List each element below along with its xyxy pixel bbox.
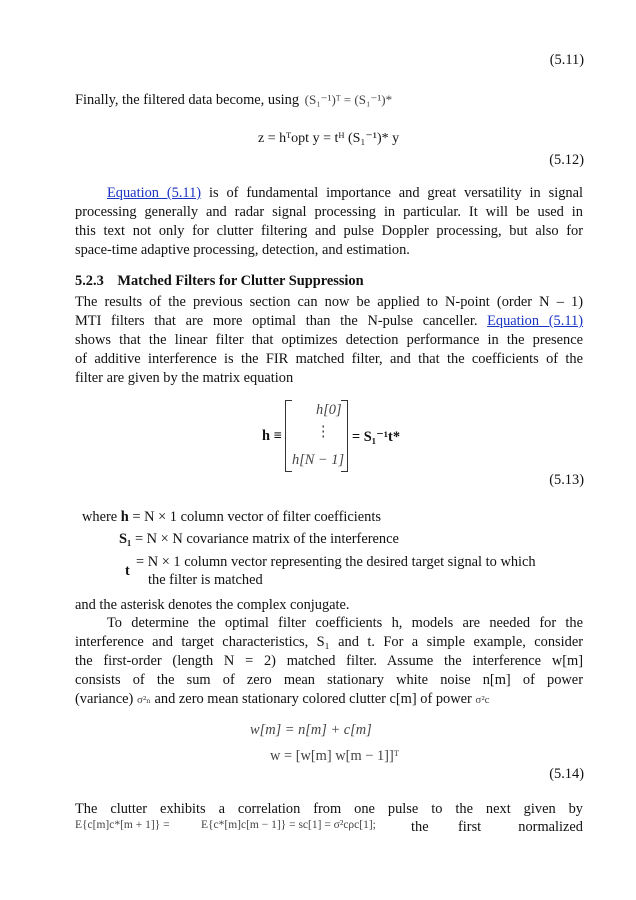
para1-line1-text: is of fundamental importance and great versatility in signal	[208, 185, 583, 201]
para1-line3: this text not only for clutter filtering and pulse Doppler processing, but also for	[75, 223, 583, 239]
section-heading	[75, 273, 364, 290]
section-title: Matched Filters for Clutter Suppression	[117, 273, 364, 289]
eq513-lhs: h ≡	[262, 428, 282, 444]
para2-line3: shows that the linear filter that optimizes detection performance in the presence	[75, 332, 583, 348]
where-def-t-1: = N × 1 column vector representing the desired target signal to which	[136, 554, 536, 570]
where-symbol-t: t	[125, 563, 130, 579]
equation-number-5-13: (5.13)	[549, 472, 584, 488]
para3-line6-b: and zero mean stationary colored clutter c[m] of power	[154, 691, 472, 707]
para4-word-first: first	[458, 819, 482, 835]
clutter-power-symbol: σ²c	[475, 694, 490, 706]
matrix-left-bracket	[285, 400, 292, 472]
eq514-line2: w = [w[m] w[m − 1]]ᵀ	[270, 748, 399, 764]
intro-line	[75, 92, 392, 109]
where-symbol-h: h	[120, 509, 129, 525]
correlation-eq-b: E{c*[m]c[m − 1]} = sс[1] = σ²cρc[1];	[201, 819, 376, 831]
eq513-rhs: = S₁⁻¹t*	[352, 429, 401, 445]
where-def-h: = N × 1 column vector of filter coefficients	[132, 509, 381, 525]
where-def-t-2: the filter is matched	[148, 572, 263, 588]
matrix-entry-top: h[0]	[316, 402, 342, 418]
para2-line1: The results of the previous section can now be applied to N-point (order N – 1)	[75, 294, 583, 310]
para2-line5: filter are given by the matrix equation	[75, 370, 294, 386]
para3-line4: the first-order (length N = 2) matched filter. Assume the interference w[m]	[75, 653, 583, 669]
para1-line4: space-time adaptive processing, detection, and estimation.	[75, 242, 410, 258]
para4-word-normalized: normalized	[518, 819, 583, 835]
matrix-right-bracket	[341, 400, 348, 472]
para3-line5: consists of the sum of zero mean stationary white noise n[m] of power	[75, 672, 583, 688]
equation-number-5-14: (5.14)	[549, 766, 584, 782]
noise-power-symbol: σ²ₙ	[136, 694, 151, 706]
eq514-line1: w[m] = n[m] + c[m]	[250, 722, 372, 738]
para2-line2	[75, 312, 583, 330]
section-number: 5.2.3	[75, 273, 104, 289]
para3-line6-a: (variance)	[75, 691, 134, 707]
para3-line3: interference and target characteristics, S₁ and t. For a simple example, consider	[75, 634, 583, 650]
para3-line2: To determine the optimal filter coefficients h, models are needed for the	[107, 615, 583, 631]
where-line-1	[82, 509, 381, 526]
para2-line2-text: MTI filters that are more optimal than the N-pulse canceller.	[75, 313, 478, 329]
matrix-entry-bottom: h[N − 1]	[292, 452, 345, 468]
intro-text: Finally, the filtered data become, using	[75, 92, 300, 108]
para1-line2: processing generally and radar signal processing in particular. It will be used in	[75, 204, 583, 220]
para4-line2	[75, 819, 583, 837]
para4-word-the: the	[411, 819, 429, 835]
where-def-si: = N × N covariance matrix of the interference	[134, 531, 399, 547]
where-word: where	[82, 509, 118, 525]
para2-line4: of additive interference is the FIR matched filter, and that the coefficients of the	[75, 351, 583, 367]
equation-link-5-11[interactable]: Equation (5.11)	[107, 185, 202, 201]
equation-link-5-11-b[interactable]: Equation (5.11)	[487, 313, 583, 329]
para4-line1: The clutter exhibits a correlation from one pulse to the next given by	[75, 801, 583, 817]
equation-number-5-12: (5.12)	[549, 152, 584, 168]
equation-5-12: z = hᵀopt y = tᴴ (S₁⁻¹)* y	[258, 131, 400, 146]
matrix-entry-dots: ⋮	[316, 424, 331, 440]
para1-line1	[107, 184, 583, 202]
where-symbol-si: S₁	[119, 531, 132, 547]
equation-number-5-11: (5.11)	[549, 52, 584, 68]
correlation-eq-a: E{c[m]c*[m + 1]} =	[75, 819, 170, 831]
para3-line1: and the asterisk denotes the complex conjugate.	[75, 597, 350, 613]
where-line-2	[119, 531, 399, 548]
inline-equation-transpose: (S₁⁻¹)ᵀ = (S₁⁻¹)*	[304, 92, 393, 107]
para3-line6	[75, 690, 583, 709]
